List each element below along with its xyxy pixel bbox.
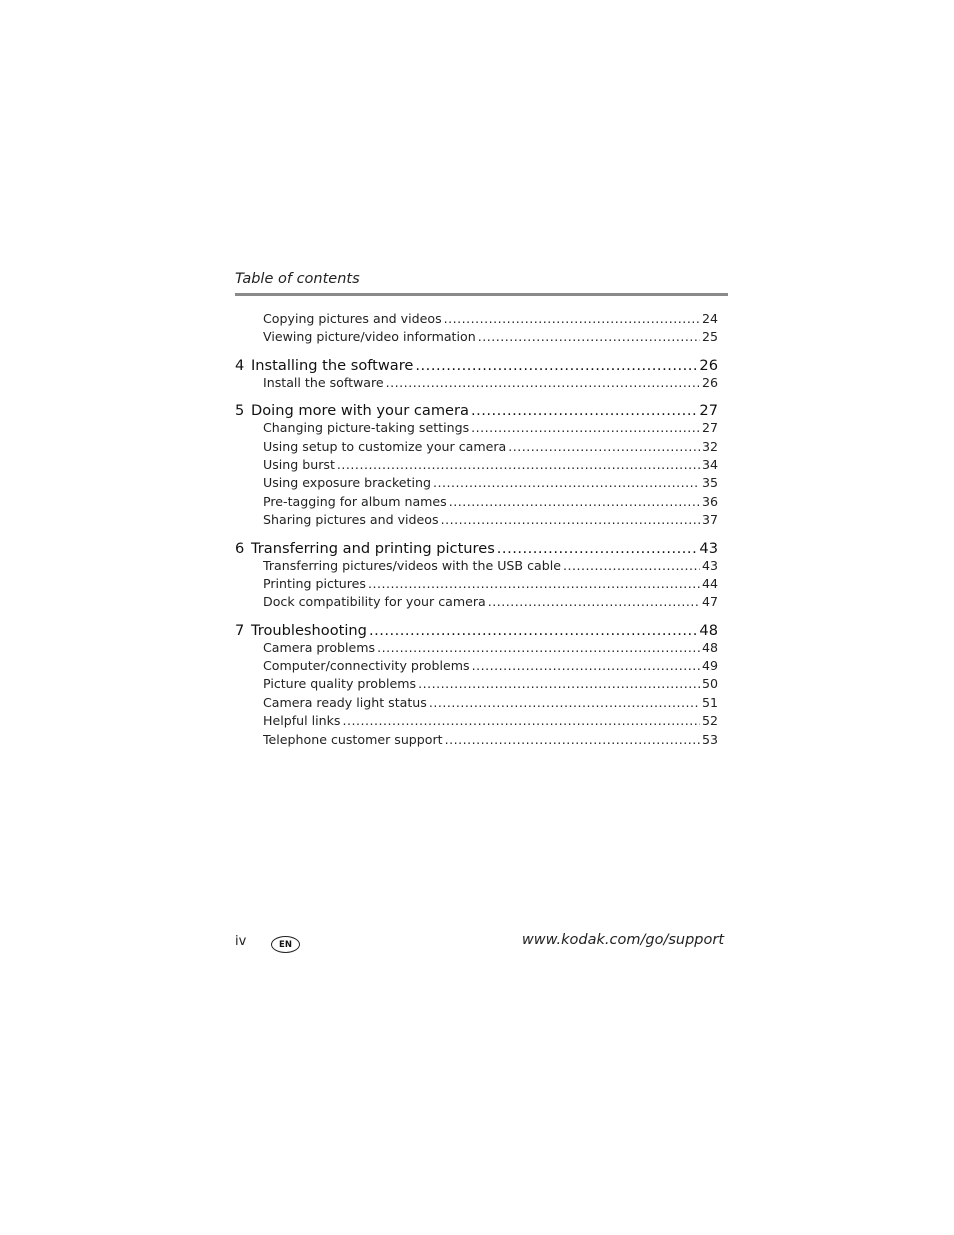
dot-leader [337, 457, 700, 472]
toc-entry[interactable] [235, 732, 718, 750]
toc-entry[interactable] [235, 558, 718, 576]
dot-leader [377, 640, 700, 655]
toc-chapter-5[interactable] [235, 402, 718, 420]
toc-entry-label: Helpful links [263, 713, 341, 729]
toc-entry-label: Camera problems [263, 639, 376, 655]
toc-entry-label: Sharing pictures and videos [263, 512, 439, 528]
dot-leader [488, 594, 700, 609]
toc-entry[interactable] [235, 658, 718, 676]
toc-chapter-4[interactable] [235, 357, 718, 375]
chapter-page: 43 [699, 539, 718, 557]
toc-entry-label: Copying pictures and videos [263, 311, 442, 326]
dot-leader [497, 540, 698, 557]
dot-leader [471, 402, 697, 419]
toc-entry-label: Computer/connectivity problems [263, 658, 470, 674]
toc-entry-page: 35 [701, 475, 718, 491]
dot-leader [444, 311, 700, 326]
toc-entry-page: 27 [701, 420, 718, 436]
toc-entry-page: 44 [701, 575, 718, 591]
toc-entry-page: 24 [701, 311, 718, 326]
chapter-number: 6 [235, 539, 245, 557]
footer-support-url[interactable]: www.kodak.com/go/support [521, 932, 724, 948]
toc-entry[interactable] [235, 439, 718, 457]
toc-entry-page: 52 [701, 713, 718, 729]
toc-entry-label: Changing picture-taking settings [263, 420, 470, 436]
chapter-page: 26 [699, 356, 718, 374]
dot-leader [563, 558, 700, 573]
toc-entry[interactable] [235, 640, 718, 658]
toc-entry-label: Pre-tagging for album names [263, 493, 447, 509]
toc-entry-page: 34 [701, 456, 718, 472]
dot-leader [478, 329, 700, 344]
chapter-title: Troubleshooting [251, 621, 367, 639]
toc-entry[interactable] [235, 311, 718, 329]
toc-entry[interactable] [235, 713, 718, 731]
toc-entry-label: Install the software [263, 374, 384, 390]
table-of-contents [235, 311, 718, 750]
chapter-title: Doing more with your camera [251, 402, 469, 420]
dot-leader [429, 695, 700, 710]
toc-chapter-7[interactable] [235, 622, 718, 640]
dot-leader [441, 512, 700, 527]
toc-entry-label: Transferring pictures/videos with the USB cable [263, 557, 561, 573]
toc-entry-page: 50 [701, 676, 718, 692]
toc-entry-page: 37 [701, 512, 718, 528]
toc-entry-page: 49 [701, 658, 718, 674]
toc-entry-label: Using exposure bracketing [263, 475, 431, 491]
chapter-page: 27 [699, 402, 718, 420]
toc-entry-label: Using setup to customize your camera [263, 438, 507, 454]
toc-entry[interactable] [235, 494, 718, 512]
toc-entry[interactable] [235, 375, 718, 393]
toc-entry-label: Picture quality problems [263, 676, 417, 692]
dot-leader [342, 713, 700, 728]
toc-chapter-6[interactable] [235, 540, 718, 558]
chapter-title: Transferring and printing pictures [251, 539, 495, 557]
toc-entry-page: 47 [701, 594, 718, 610]
chapter-title: Installing the software [251, 356, 414, 374]
toc-entry-page: 25 [701, 329, 718, 345]
toc-entry[interactable] [235, 695, 718, 713]
dot-leader [433, 475, 700, 490]
chapter-number: 7 [235, 621, 245, 639]
toc-entry-page: 36 [701, 493, 718, 509]
toc-entry[interactable] [235, 594, 718, 612]
toc-entry-page: 43 [701, 557, 718, 573]
toc-entry-page: 32 [701, 438, 718, 454]
header-divider [235, 293, 728, 296]
dot-leader [508, 439, 700, 454]
toc-entry[interactable] [235, 475, 718, 493]
toc-entry-page: 51 [701, 694, 718, 710]
toc-entry-page: 48 [701, 639, 718, 655]
toc-entry[interactable] [235, 576, 718, 594]
toc-entry[interactable] [235, 457, 718, 475]
dot-leader [386, 375, 700, 390]
chapter-number: 4 [235, 356, 245, 374]
toc-entry-label: Using burst [263, 456, 335, 472]
toc-entry[interactable] [235, 329, 718, 347]
chapter-page: 48 [699, 621, 718, 639]
dot-leader [449, 494, 700, 509]
dot-leader [418, 676, 700, 691]
toc-entry[interactable] [235, 420, 718, 438]
toc-entry-label: Camera ready light status [263, 694, 427, 710]
language-badge-icon: EN [271, 936, 300, 953]
toc-entry-page: 53 [701, 731, 718, 747]
dot-leader [368, 576, 700, 591]
dot-leader [415, 357, 697, 374]
toc-entry-label: Telephone customer support [263, 731, 443, 747]
toc-entry-label: Printing pictures [263, 575, 366, 591]
toc-entry-label: Dock compatibility for your camera [263, 594, 486, 610]
dot-leader [471, 420, 700, 435]
chapter-number: 5 [235, 402, 245, 420]
dot-leader [445, 732, 700, 747]
page-header-title: Table of contents [235, 271, 360, 287]
toc-entry-page: 26 [701, 374, 718, 390]
footer-page-number: iv [235, 934, 247, 949]
toc-entry[interactable] [235, 512, 718, 530]
toc-entry[interactable] [235, 676, 718, 694]
dot-leader [369, 622, 697, 639]
toc-entry-label: Viewing picture/video information [263, 329, 476, 345]
dot-leader [472, 658, 700, 673]
